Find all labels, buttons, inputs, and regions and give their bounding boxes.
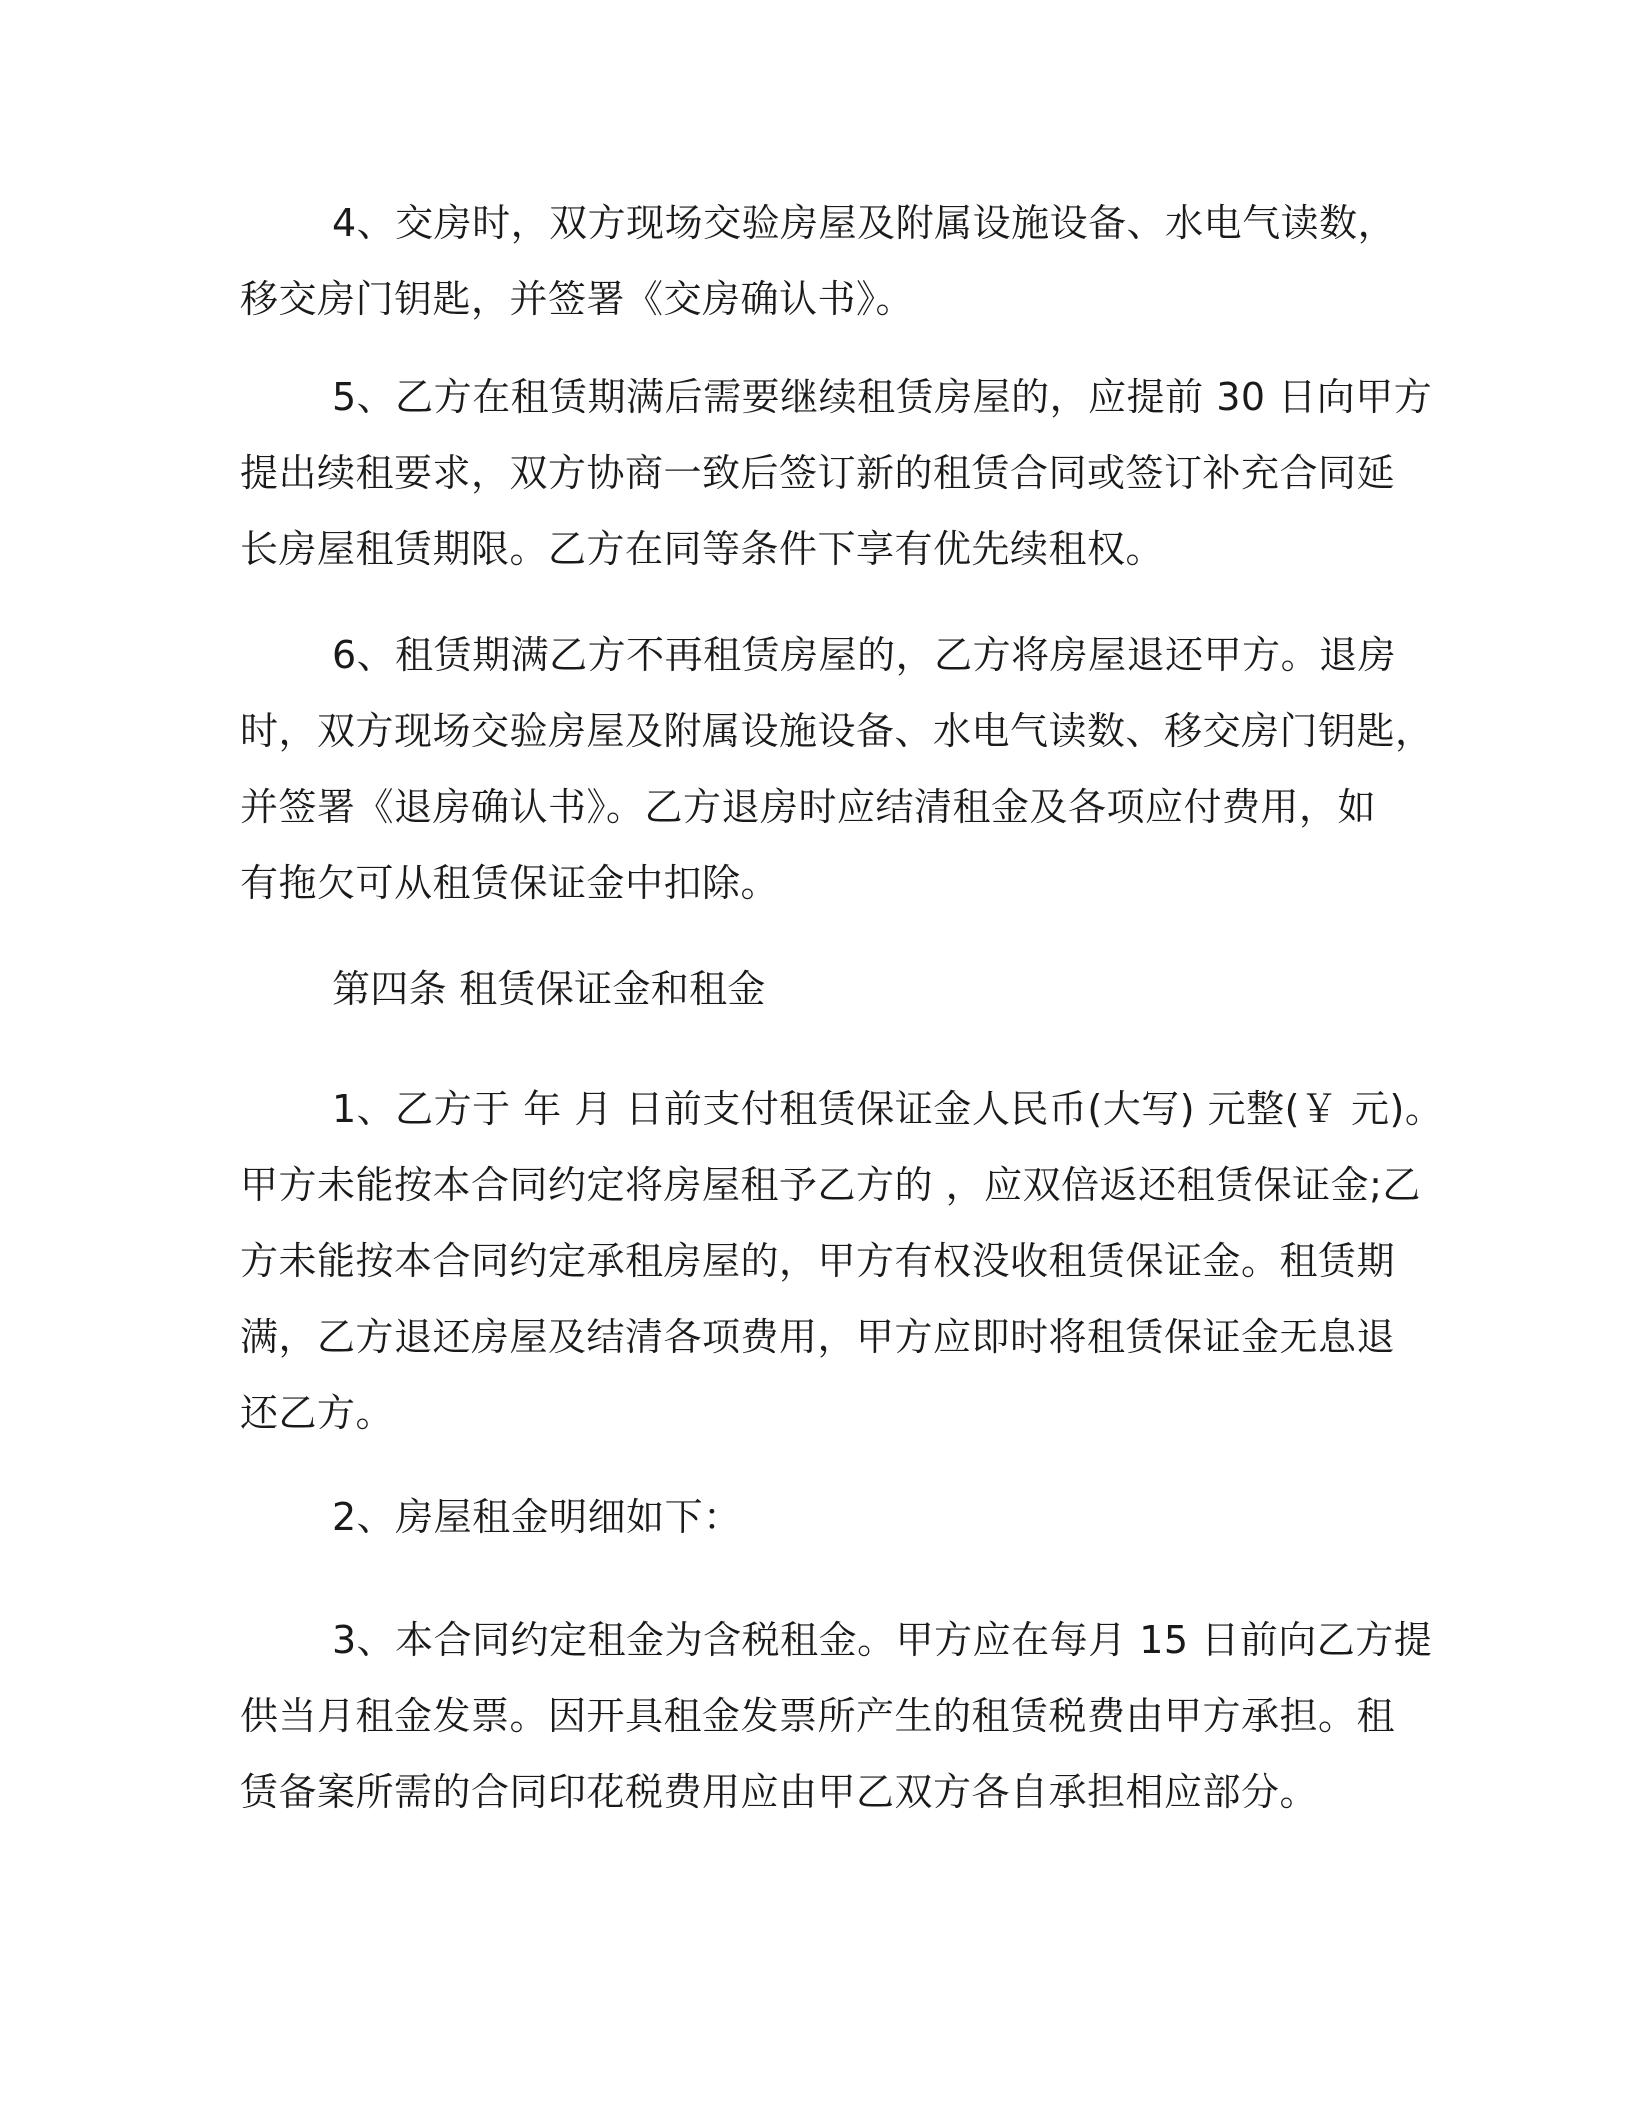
text-line: 还乙方。 — [240, 1391, 395, 1435]
paragraph-1-deposit — [240, 1071, 1444, 1451]
text-line: 6、租赁期满乙方不再租赁房屋的，乙方将房屋退还甲方。退房 — [332, 633, 1397, 677]
text-line: 移交房门钥匙，并签署《交房确认书》。 — [240, 277, 915, 321]
text-line: 赁备案所需的合同印花税费用应由甲乙双方各自承担相应部分。 — [240, 1770, 1319, 1814]
text-line: 并签署《退房确认书》。乙方退房时应结清租金及各项应付费用，如 — [240, 785, 1377, 829]
paragraph-4-handover — [240, 185, 1397, 337]
text-line: 4、交房时，双方现场交验房屋及附属设施设备、水电气读数， — [332, 201, 1397, 245]
text-line: 1、乙方于 年 月 日前支付租赁保证金人民币(大写) 元整(￥ 元)。 — [332, 1087, 1444, 1131]
paragraph-2-rent-details — [240, 1479, 1390, 1555]
text-line: 提出续租要求，双方协商一致后签订新的租赁合同或签订补充合同延 — [240, 451, 1396, 495]
text-line: 方未能按本合同约定承租房屋的，甲方有权没收租赁保证金。租赁期 — [240, 1239, 1396, 1283]
text-line: 2、房屋租金明细如下： — [332, 1495, 742, 1539]
text-line: 时，双方现场交验房屋及附属设施设备、水电气读数、移交房门钥匙， — [240, 709, 1434, 753]
paragraph-5-renewal — [240, 359, 1433, 587]
text-line: 甲方未能按本合同约定将房屋租予乙方的 ，应双倍返还租赁保证金;乙 — [240, 1163, 1421, 1207]
text-line: 长房屋租赁期限。乙方在同等条件下享有优先续租权。 — [240, 527, 1165, 571]
text-line: 满，乙方退还房屋及结清各项费用，甲方应即时将租赁保证金无息退 — [240, 1315, 1396, 1359]
text-line: 供当月租金发票。因开具租金发票所产生的租赁税费由甲方承担。租 — [240, 1694, 1396, 1738]
section-heading-article-4 — [240, 951, 1390, 1027]
text-line: 3、本合同约定租金为含税租金。甲方应在每月 15 日前向乙方提 — [332, 1618, 1433, 1662]
paragraph-6-return — [240, 617, 1434, 921]
section-title: 第四条 租赁保证金和租金 — [332, 967, 766, 1011]
paragraph-3-tax — [240, 1602, 1433, 1830]
text-line: 有拖欠可从租赁保证金中扣除。 — [240, 861, 780, 905]
text-line: 5、乙方在租赁期满后需要继续租赁房屋的，应提前 30 日向甲方 — [332, 375, 1433, 419]
